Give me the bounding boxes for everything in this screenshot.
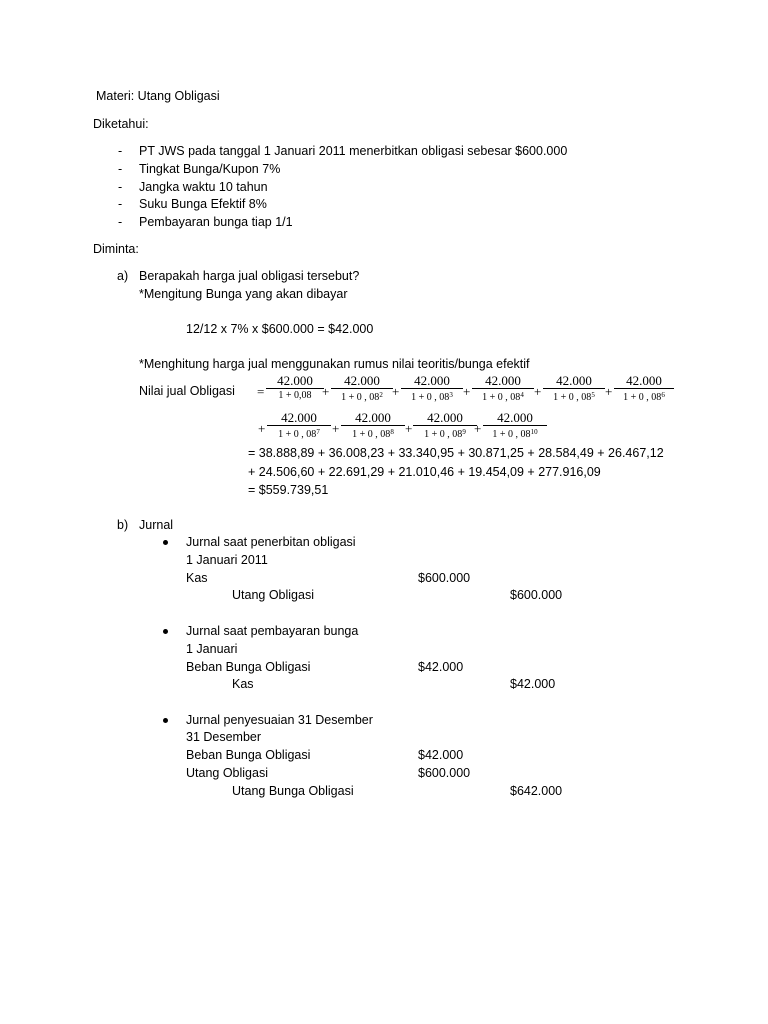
plus-sign: + <box>463 384 471 399</box>
present-value-line-2: + 24.506,60 + 22.691,29 + 21.010,46 + 19.454,09 + 277.916,09 <box>248 465 601 479</box>
debit-amount: $600.000 <box>418 766 471 780</box>
debit-account: Beban Bunga Obligasi <box>186 748 311 762</box>
list-item: Tingkat Bunga/Kupon 7% <box>139 162 281 176</box>
credit-amount: $42.000 <box>510 677 556 691</box>
credit-account: Kas <box>232 677 254 691</box>
fraction-term-8: 42.000 1 + 0 , $08^8$ <box>341 410 405 441</box>
selling-price-result: = $559.739,51 <box>248 483 329 497</box>
list-dash: - <box>118 162 123 176</box>
bullet-icon <box>163 629 168 634</box>
journal-entry-title: Jurnal penyesuaian 31 Desember <box>186 713 373 727</box>
materi-title: Materi: Utang Obligasi <box>96 89 220 103</box>
plus-sign: + <box>534 384 542 399</box>
question-a: Berapakah harga jual obligasi tersebut? <box>139 269 360 283</box>
interest-calculation: 12/12 x 7% x $600.000 = $42.000 <box>186 322 374 336</box>
jurnal-heading: Jurnal <box>139 518 174 532</box>
list-item: Jangka waktu 10 tahun <box>139 180 268 194</box>
journal-entry-date: 1 Januari 2011 <box>186 553 268 567</box>
bullet-icon <box>163 718 168 723</box>
nilai-jual-label: Nilai jual Obligasi <box>139 384 235 398</box>
list-dash: - <box>118 215 123 229</box>
item-marker-a: a) <box>117 269 129 283</box>
plus-sign: + <box>392 384 400 399</box>
list-dash: - <box>118 144 123 158</box>
plus-sign: + <box>405 421 413 436</box>
credit-account: Utang Obligasi <box>232 588 314 602</box>
fraction-term-3: 42.000 1 + 0 , $08^3$ <box>401 373 463 404</box>
fraction-term-9: 42.000 1 + 0 , $08^9$ <box>413 410 477 441</box>
plus-sign: + <box>322 384 330 399</box>
debit-account: Beban Bunga Obligasi <box>186 660 311 674</box>
list-dash: - <box>118 197 123 211</box>
debit-amount: $600.000 <box>418 571 471 585</box>
diminta-heading: Diminta: <box>93 242 139 256</box>
debit-amount: $42.000 <box>418 748 464 762</box>
credit-amount: $642.000 <box>510 784 563 798</box>
item-marker-b: b) <box>117 518 129 532</box>
fraction-term-5: 42.000 1 + 0 , $08^5$ <box>543 373 605 404</box>
plus-sign: + <box>474 421 482 436</box>
list-dash: - <box>118 180 123 194</box>
bullet-icon <box>163 540 168 545</box>
journal-entry-title: Jurnal saat penerbitan obligasi <box>186 535 356 549</box>
fraction-term-4: 42.000 1 + 0 , $08^4$ <box>472 373 534 404</box>
fraction-term-10: 42.000 1 + 0 , $08^{10}$ <box>483 410 547 441</box>
fraction-term-7: 42.000 1 + 0 , $08^7$ <box>267 410 331 441</box>
fraction-term-6: 42.000 1 + 0 , $08^6$ <box>614 373 674 404</box>
debit-account: Utang Obligasi <box>186 766 268 780</box>
fraction-term-2: 42.000 1 + 0 , $08^2$ <box>331 373 393 404</box>
list-item: Suku Bunga Efektif 8% <box>139 197 267 211</box>
journal-entry-date: 1 Januari <box>186 642 238 656</box>
plus-sign: + <box>332 421 340 436</box>
credit-account: Utang Bunga Obligasi <box>232 784 354 798</box>
debit-account: Kas <box>186 571 208 585</box>
list-item: PT JWS pada tanggal 1 Januari 2011 menerbitkan obligasi sebesar $600.000 <box>139 144 568 158</box>
note-selling-price: *Menghitung harga jual menggunakan rumus nilai teoritis/bunga efektif <box>139 357 530 371</box>
diketahui-heading: Diketahui: <box>93 117 149 131</box>
note-interest: *Mengitung Bunga yang akan dibayar <box>139 287 348 301</box>
present-value-line-1: = 38.888,89 + 36.008,23 + 33.340,95 + 30.871,25 + 28.584,49 + 26.467,12 <box>248 446 664 460</box>
debit-amount: $42.000 <box>418 660 464 674</box>
list-item: Pembayaran bunga tiap 1/1 <box>139 215 293 229</box>
journal-entry-date: 31 Desember <box>186 730 262 744</box>
equals-sign: = <box>257 384 265 399</box>
credit-amount: $600.000 <box>510 588 563 602</box>
fraction-term-1: 42.000 1 + 0,08 <box>266 373 324 402</box>
plus-sign: + <box>605 384 613 399</box>
journal-entry-title: Jurnal saat pembayaran bunga <box>186 624 359 638</box>
plus-sign: + <box>258 421 266 436</box>
